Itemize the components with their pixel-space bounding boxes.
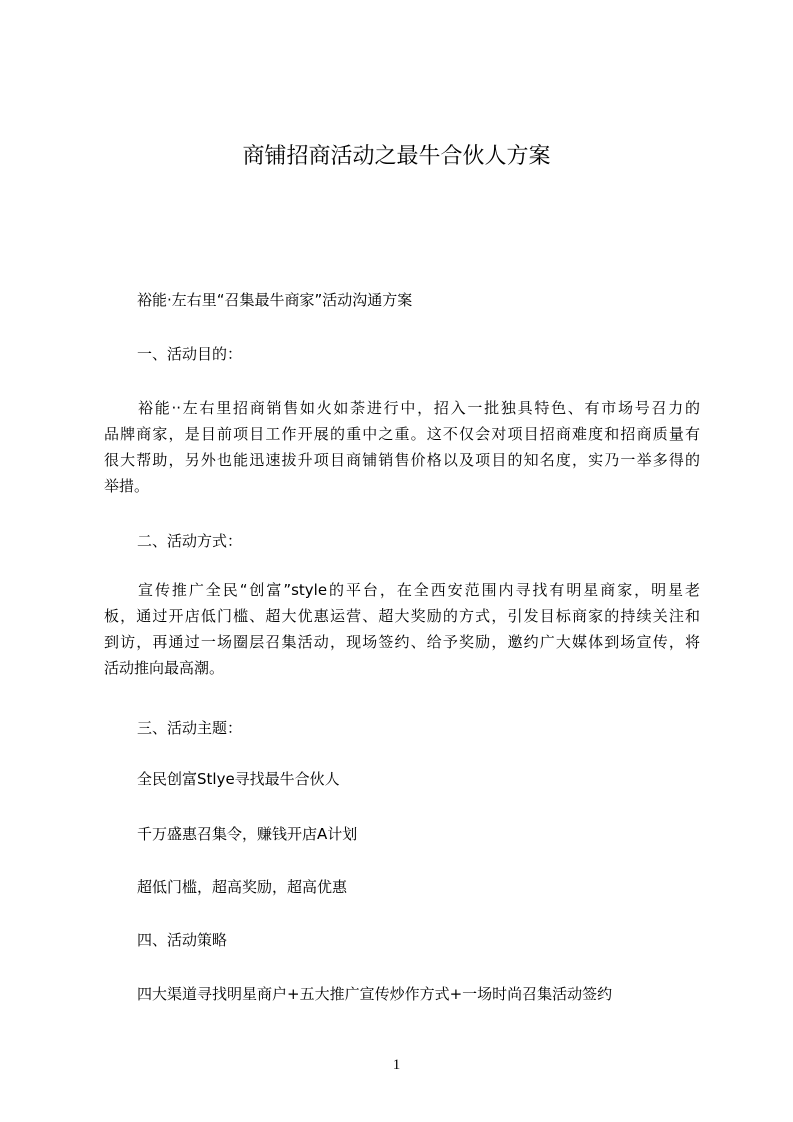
document-subtitle: 裕能·左右里“召集最牛商家”活动沟通方案	[137, 291, 413, 309]
section-heading-theme: 三、活动主题：	[137, 719, 243, 737]
paragraph-line: 板，通过开店低门槛、超大优惠运营、超大奖励的方式，引发目标商家的持续关注和	[104, 607, 700, 625]
paragraph-line: 活动推向最高潮。	[104, 659, 225, 677]
paragraph-line: 到访，再通过一场圈层召集活动，现场签约、给予奖励，邀约广大媒体到场宣传，将	[104, 633, 700, 651]
strategy-item: 四大渠道寻找明星商户+五大推广宣传炒作方式+一场时尚召集活动签约	[137, 985, 613, 1003]
page-number: 1	[392, 1057, 401, 1073]
paragraph-line: 宣传推广全民“创富”style的平台，在全西安范围内寻找有明星商家，明星老	[138, 581, 700, 599]
section-heading-strategy: 四、活动策略	[137, 931, 228, 949]
section-body-method	[104, 577, 700, 681]
theme-item: 全民创富Stlye寻找最牛合伙人	[137, 770, 340, 788]
section-heading-purpose: 一、活动目的：	[137, 345, 243, 363]
paragraph-line: 裕能··左右里招商销售如火如荼进行中，招入一批独具特色、有市场号召力的	[138, 399, 700, 417]
theme-item: 千万盛惠召集令，赚钱开店A计划	[137, 825, 358, 843]
theme-item: 超低门槛，超高奖励，超高优惠	[137, 878, 348, 896]
paragraph-line: 很大帮助，另外也能迅速拔升项目商铺销售价格以及项目的知名度，实乃一举多得的	[104, 451, 700, 469]
document-title: 商铺招商活动之最牛合伙人方案	[242, 144, 551, 169]
paragraph-line: 品牌商家，是目前项目工作开展的重中之重。这不仅会对项目招商难度和招商质量有	[104, 425, 700, 443]
section-body-purpose	[104, 395, 700, 499]
section-heading-method: 二、活动方式：	[137, 532, 243, 550]
paragraph-line: 举措。	[104, 477, 150, 495]
